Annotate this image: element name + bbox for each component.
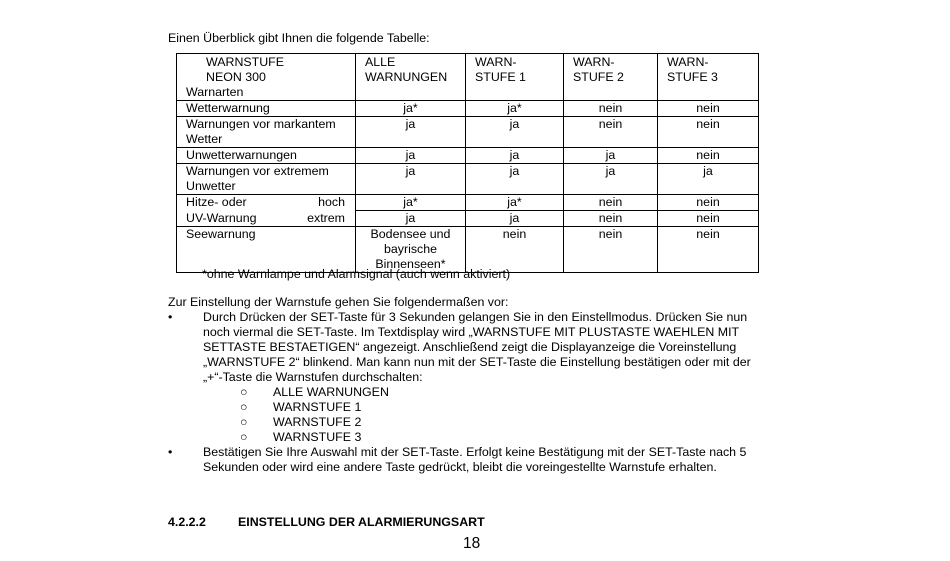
text-line: Sekunden oder wird eine andere Taste gedrückt, bleibt die voreingestellte Warnstufe erhalten. (203, 460, 717, 474)
table-cell: ja (466, 148, 564, 164)
list-item (168, 400, 788, 415)
table-cell: nein (658, 211, 759, 227)
option-label: WARNSTUFE 3 (273, 430, 362, 444)
corner-line-2: NEON 300 (206, 70, 266, 84)
table-cell: ja* (466, 101, 564, 117)
table-cell: ja* (356, 195, 466, 211)
table-row (177, 117, 759, 148)
text-line: noch viermal die SET-Taste. Im Textdisplay wird „WARNSTUFE MIT PLUSTASTE WAEHLEN MIT (203, 325, 740, 339)
table-cell: ja (356, 117, 466, 148)
table-cell: Bodensee und bayrische Binnenseen* (356, 227, 466, 273)
table-row (177, 101, 759, 117)
column-header-line: WARN- (667, 55, 709, 69)
table-corner-cell (177, 54, 356, 101)
column-header-line: STUFE 1 (475, 70, 526, 84)
column-header-line: STUFE 2 (573, 70, 624, 84)
table-cell: ja (356, 164, 466, 195)
intro-text: Einen Überblick gibt Ihnen die folgende Tabelle: (168, 31, 430, 45)
corner-line-3: Warnarten (186, 85, 244, 99)
bullet-text (203, 310, 788, 385)
table-cell: nein (658, 148, 759, 164)
option-label: WARNSTUFE 2 (273, 415, 362, 429)
table-cell: nein (658, 227, 759, 273)
circle-bullet-icon: ○ (240, 430, 248, 444)
uv-label-cell-top (177, 195, 356, 211)
table-cell: nein (658, 117, 759, 148)
row-label: Unwetterwarnungen (177, 148, 356, 164)
table-cell: nein (658, 195, 759, 211)
option-label: WARNSTUFE 1 (273, 400, 362, 414)
column-header-line: WARN- (573, 55, 615, 69)
section-title: EINSTELLUNG DER ALARMIERUNGSART (238, 515, 485, 529)
list-item (168, 310, 788, 385)
table-cell: nein (564, 211, 658, 227)
table-cell: ja (466, 211, 564, 227)
column-header-all (356, 54, 466, 101)
page-number: 18 (463, 535, 481, 552)
uv-label-cell-bottom (177, 211, 356, 227)
table-cell: ja (564, 148, 658, 164)
option-label: ALLE WARNUNGEN (273, 385, 389, 399)
table-cell: ja (564, 164, 658, 195)
row-label: Seewarnung (177, 227, 356, 273)
column-header-level-2 (564, 54, 658, 101)
text-line: „+“-Taste die Warnstufen durchschalten: (203, 370, 423, 384)
column-header-line: STUFE 3 (667, 70, 718, 84)
uv-label-a: Hitze- oder (186, 195, 247, 209)
column-header-line: WARNUNGEN (365, 70, 448, 84)
table-footnote: *ohne Warnlampe und Alarmsignal (auch wenn aktiviert) (202, 267, 511, 281)
row-label: Wetterwarnung (177, 101, 356, 117)
column-header-level-1 (466, 54, 564, 101)
warning-level-options (168, 385, 788, 445)
list-item (168, 430, 788, 445)
list-item (168, 415, 788, 430)
table-row (177, 148, 759, 164)
table-cell: nein (466, 227, 564, 273)
column-header-level-3 (658, 54, 759, 101)
circle-bullet-icon: ○ (240, 400, 248, 414)
column-header-line: ALLE (365, 55, 396, 69)
bullet-glyph: • (168, 310, 173, 324)
text-line: „WARNSTUFE 2“ blinkend. Man kann nun mit der SET-Taste die Einstellung bestätigen oder mit der (203, 355, 751, 369)
table-header-row (177, 54, 759, 101)
table-cell: nein (564, 195, 658, 211)
table-cell: nein (658, 101, 759, 117)
table-row (177, 227, 759, 273)
table-row (177, 164, 759, 195)
table-cell: ja (466, 117, 564, 148)
table-cell: ja (658, 164, 759, 195)
text-line: SETTASTE BESTAETIGEN“ angezeigt. Anschließend zeigt die Displayanzeige die Voreinstellung (203, 340, 737, 354)
table-cell: ja (466, 164, 564, 195)
table-cell: ja (356, 148, 466, 164)
table-row (177, 211, 759, 227)
warning-levels-table (176, 53, 759, 273)
instructions-intro: Zur Einstellung der Warnstufe gehen Sie folgendermaßen vor: (168, 295, 509, 309)
section-number: 4.2.2.2 (168, 515, 206, 529)
table-cell: nein (564, 117, 658, 148)
uv-sub-b: extrem (307, 210, 345, 225)
circle-bullet-icon: ○ (240, 385, 248, 399)
row-label: Warnungen vor extremem Unwetter (177, 164, 356, 195)
text-line: Bestätigen Sie Ihre Auswahl mit der SET-Taste. Erfolgt keine Bestätigung mit der SET-Taste nach 5 (203, 445, 747, 459)
row-label: Warnungen vor markantem Wetter (177, 117, 356, 148)
table-cell: ja* (466, 195, 564, 211)
table-cell: ja* (356, 101, 466, 117)
uv-sub-a: hoch (318, 195, 345, 209)
table-row (177, 195, 759, 211)
list-item (168, 445, 788, 475)
bullet-text (203, 445, 788, 475)
bullet-glyph: • (168, 445, 173, 459)
instruction-list (168, 310, 788, 475)
table-cell: nein (564, 227, 658, 273)
corner-line-1: WARNSTUFE (206, 55, 285, 69)
column-header-line: WARN- (475, 55, 517, 69)
table-cell: nein (564, 101, 658, 117)
text-line: Durch Drücken der SET-Taste für 3 Sekunden gelangen Sie in den Einstellmodus. Drücken Sie nun (203, 310, 748, 324)
uv-label-b: UV-Warnung (186, 210, 257, 225)
table-cell: ja (356, 211, 466, 227)
list-item (168, 385, 788, 400)
circle-bullet-icon: ○ (240, 415, 248, 429)
